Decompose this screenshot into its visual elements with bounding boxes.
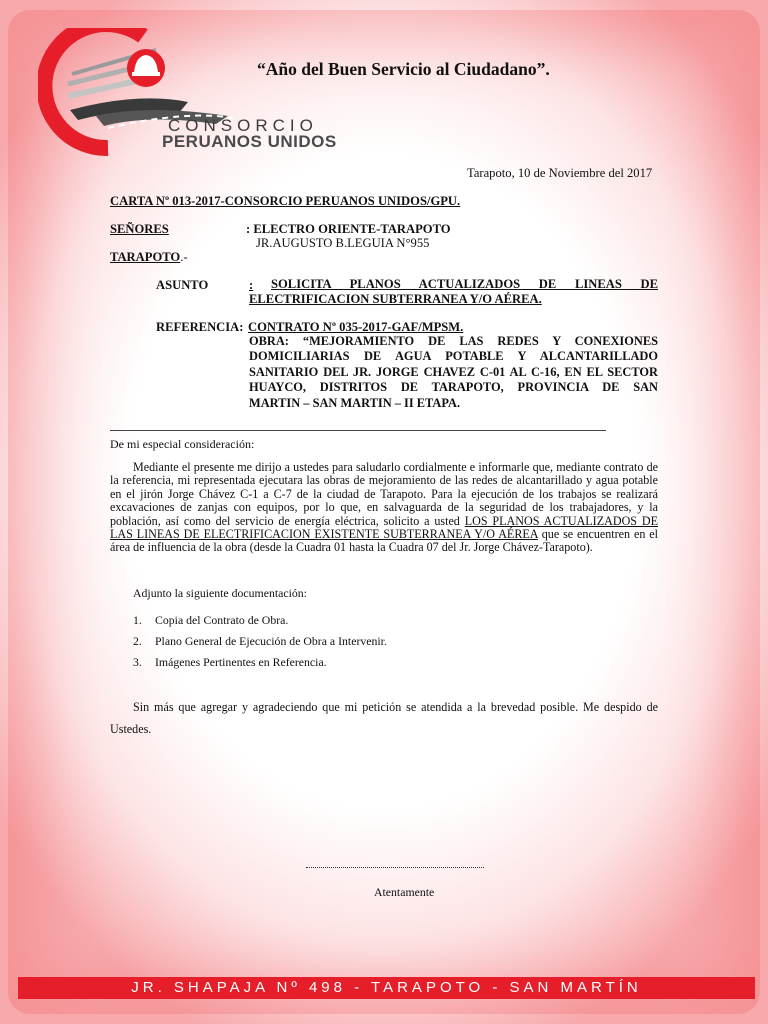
list-item-number: 3. [133,655,142,669]
referencia-contrato: CONTRATO Nº 035-2017-GAF/MPSM. [248,320,464,334]
company-logo [38,28,348,158]
section-divider [110,430,606,431]
asunto-line-1: SOLICITA PLANOS ACTUALIZADOS DE LINEAS DE [271,277,658,291]
obra-line-5: MARTIN – SAN MARTIN – II ETAPA. [249,395,461,410]
logo-text-peruanos-unidos: PERUANOS UNIDOS [162,132,337,151]
list-item [133,634,387,649]
list-item-text: Copia del Contrato de Obra. [155,613,289,627]
obra-label: OBRA: [249,334,289,348]
recipient-label: SEÑORES [110,222,169,236]
year-slogan: “Año del Buen Servicio al Ciudadano”. [257,59,550,79]
recipient-city: TARAPOTO [110,250,181,264]
asunto-line-2: ELECTRIFICACION SUBTERRANEA Y/O AÉREA. [249,292,542,306]
list-item-text: Imágenes Pertinentes en Referencia. [155,655,327,669]
body-paragraph-1-start: Mediante el presente me dirijo a ustedes para saludarlo cordialmente e informarle que, mediante contrato de la referencia, mi representada ejecutara las obras de mejoramiento de las redes de alcantarillado y agua potable en el jirón Jorge Chávez C-1 a C-7 de la ciudad de Tarapoto. Para la ejecución de los trabajos se realizará excavaciones de zanjas con equipos, por lo que, en salvaguarda de la seguridad de los trabajadores, y la población, así como del servicio de energía eléctrica, solicito a usted [110,460,658,528]
body-paragraph-1-end: que se encuentren en el área de influencia de la obra (desde la Cuadra 01 hasta la Cuadra 07 del Jr. Jorge Chávez-Tarapoto). [110,527,658,555]
body-paragraph-1 [110,461,658,555]
asunto-label: ASUNTO [156,278,209,292]
footer-address-bar: JR. SHAPAJA Nº 498 - TARAPOTO - SAN MARTÍN [18,977,755,999]
list-item-text: Plano General de Ejecución de Obra a Intervenir. [155,634,387,648]
obra-description [249,334,658,411]
referencia-label: REFERENCIA: [156,320,244,334]
signature-label: Atentamente [374,885,435,899]
list-item [133,613,288,628]
list-item-number: 2. [133,634,142,648]
obra-line-1: “MEJORAMIENTO DE LAS REDES Y CONEXIONES [302,334,658,348]
list-item-number: 1. [133,613,142,627]
signature-line [306,867,484,868]
greeting: De mi especial consideración: [110,437,255,451]
body-paragraph-1-request: LOS PLANOS ACTUALIZADOS DE LAS LINEAS DE ELECTRIFICACION EXISTENTE SUBTERRANEA Y/O AÉREA [110,513,659,542]
asunto-colon: : [249,278,254,292]
recipient-name: : ELECTRO ORIENTE-TARAPOTO [246,222,451,236]
obra-line-3: SANITARIO DEL JR. JORGE CHAVEZ C-01 AL C-16, EN EL SECTOR [249,364,658,379]
recipient-address: JR.AUGUSTO B.LEGUIA N°955 [256,236,430,250]
letter-date: Tarapoto, 10 de Noviembre del 2017 [467,166,653,180]
obra-line-4: HUAYCO, DISTRITOS DE TARAPOTO, PROVINCIA DE SAN [249,380,658,395]
logo-text-consorcio: CONSORCIO [168,116,318,135]
recipient-city-line [110,250,188,265]
attachments-intro: Adjunto la siguiente documentación: [133,586,307,600]
closing-paragraph: Sin más que agregar y agradeciendo que mi petición se atendida a la brevedad posible. Me despido de Ustedes. [110,700,658,736]
letter-reference-number: CARTA Nº 013-2017-CONSORCIO PERUANOS UNIDOS/GPU. [110,194,461,208]
list-item [133,655,327,670]
recipient-city-suffix: .- [180,250,188,264]
obra-line-2: DOMICILIARIAS DE AGUA POTABLE Y ALCANTARILLADO [249,349,658,364]
